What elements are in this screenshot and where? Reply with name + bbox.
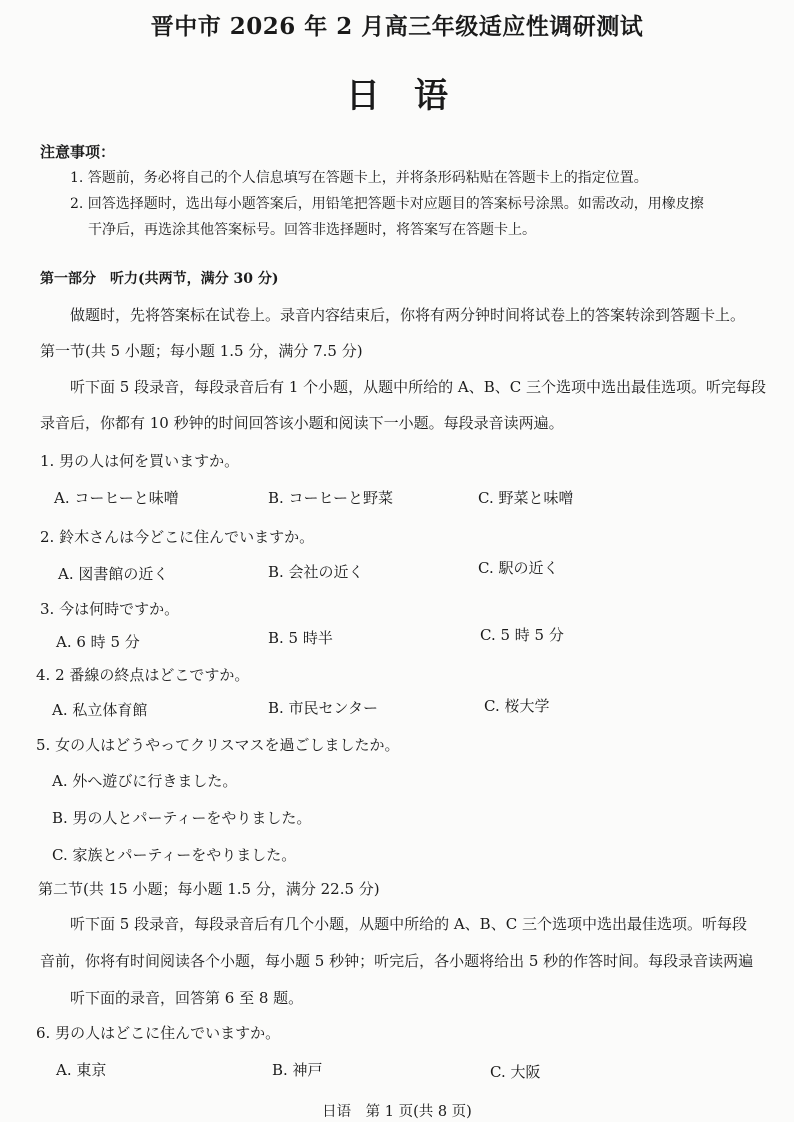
q4-option-a: A. 私立体育館 xyxy=(52,701,148,719)
q4-option-c: C. 桜大学 xyxy=(484,697,550,715)
q1-option-a: A. コーヒーと味噌 xyxy=(54,489,179,507)
question-5: 5. 女の人はどうやってクリスマスを過ごしましたか。 xyxy=(36,736,400,754)
q6-option-a: A. 東京 xyxy=(56,1061,107,1079)
page-footer: 日语 第 1 页(共 8 页) xyxy=(322,1104,472,1120)
question-1: 1. 男の人は何を買いますか。 xyxy=(40,452,240,470)
notice-item-2: 2. 回答选择题时，选出每小题答案后，用铅笔把答题卡对应题目的答案标号涂黑。如需改动，用橡皮擦 xyxy=(70,196,704,212)
section1-instruction-line2: 录音后，你都有 10 秒钟的时间回答该小题和阅读下一小题。每段录音读两遍。 xyxy=(40,414,564,432)
q3-option-a: A. 6 時 5 分 xyxy=(56,633,140,651)
q3-option-b: B. 5 時半 xyxy=(268,629,333,647)
part1-instruction: 做题时，先将答案标在试卷上。录音内容结束后，你将有两分钟时间将试卷上的答案转涂到答题卡上。 xyxy=(70,306,746,324)
q1-option-b: B. コーヒーと野菜 xyxy=(268,489,393,507)
q3-option-c: C. 5 時 5 分 xyxy=(480,626,564,644)
q1-option-c: C. 野菜と味噌 xyxy=(478,489,574,507)
section2-instruction-line1: 听下面 5 段录音，每段录音后有几个小题，从题中所给的 A、B、C 三个选项中选出最佳选项。听每段 xyxy=(70,915,747,933)
question-2: 2. 鈴木さんは今どこに住んでいますか。 xyxy=(40,528,315,546)
q6-option-c: C. 大阪 xyxy=(490,1063,541,1081)
q6-option-b: B. 神戸 xyxy=(272,1061,323,1079)
section1-heading: 第一节(共 5 小题；每小题 1.5 分，满分 7.5 分) xyxy=(40,342,363,360)
exam-title: 晋中市 2026 年 2 月高三年级适应性调研测试 xyxy=(150,13,644,40)
section2-instruction-line2: 音前，你将有时间阅读各个小题，每小题 5 秒钟；听完后，各小题将给出 5 秒的作答时间。每段录音读两遍 xyxy=(40,952,754,970)
q5-option-c: C. 家族とパーティーをやりました。 xyxy=(52,846,297,864)
q5-option-a: A. 外へ遊びに行きました。 xyxy=(52,772,238,790)
notice-heading: 注意事项： xyxy=(40,143,116,161)
subject-title: 日语 xyxy=(346,76,482,116)
q2-option-a: A. 図書館の近く xyxy=(58,565,169,583)
section1-instruction-line1: 听下面 5 段录音，每段录音后有 1 个小题，从题中所给的 A、B、C 三个选项中选出最佳选项。听完每段 xyxy=(70,378,767,396)
part1-heading: 第一部分 听力(共两节，满分 30 分) xyxy=(40,271,279,287)
q4-option-b: B. 市民センター xyxy=(268,699,378,717)
q5-option-b: B. 男の人とパーティーをやりました。 xyxy=(52,809,312,827)
question-4: 4. 2 番線の終点はどこですか。 xyxy=(36,666,250,684)
section2-heading: 第二节(共 15 小题；每小题 1.5 分，满分 22.5 分) xyxy=(38,880,380,898)
notice-item-2-continued: 干净后，再选涂其他答案标号。回答非选择题时，将答案写在答题卡上。 xyxy=(88,222,536,238)
q2-option-b: B. 会社の近く xyxy=(268,563,364,581)
q2-option-c: C. 駅の近く xyxy=(478,559,559,577)
question-6: 6. 男の人はどこに住んでいますか。 xyxy=(36,1024,281,1042)
question-3: 3. 今は何時ですか。 xyxy=(40,600,180,618)
notice-item-1: 1. 答题前，务必将自己的个人信息填写在答题卡上，并将条形码粘贴在答题卡上的指定位置。 xyxy=(70,170,648,186)
section2-instruction-line3: 听下面的录音，回答第 6 至 8 题。 xyxy=(70,989,304,1007)
